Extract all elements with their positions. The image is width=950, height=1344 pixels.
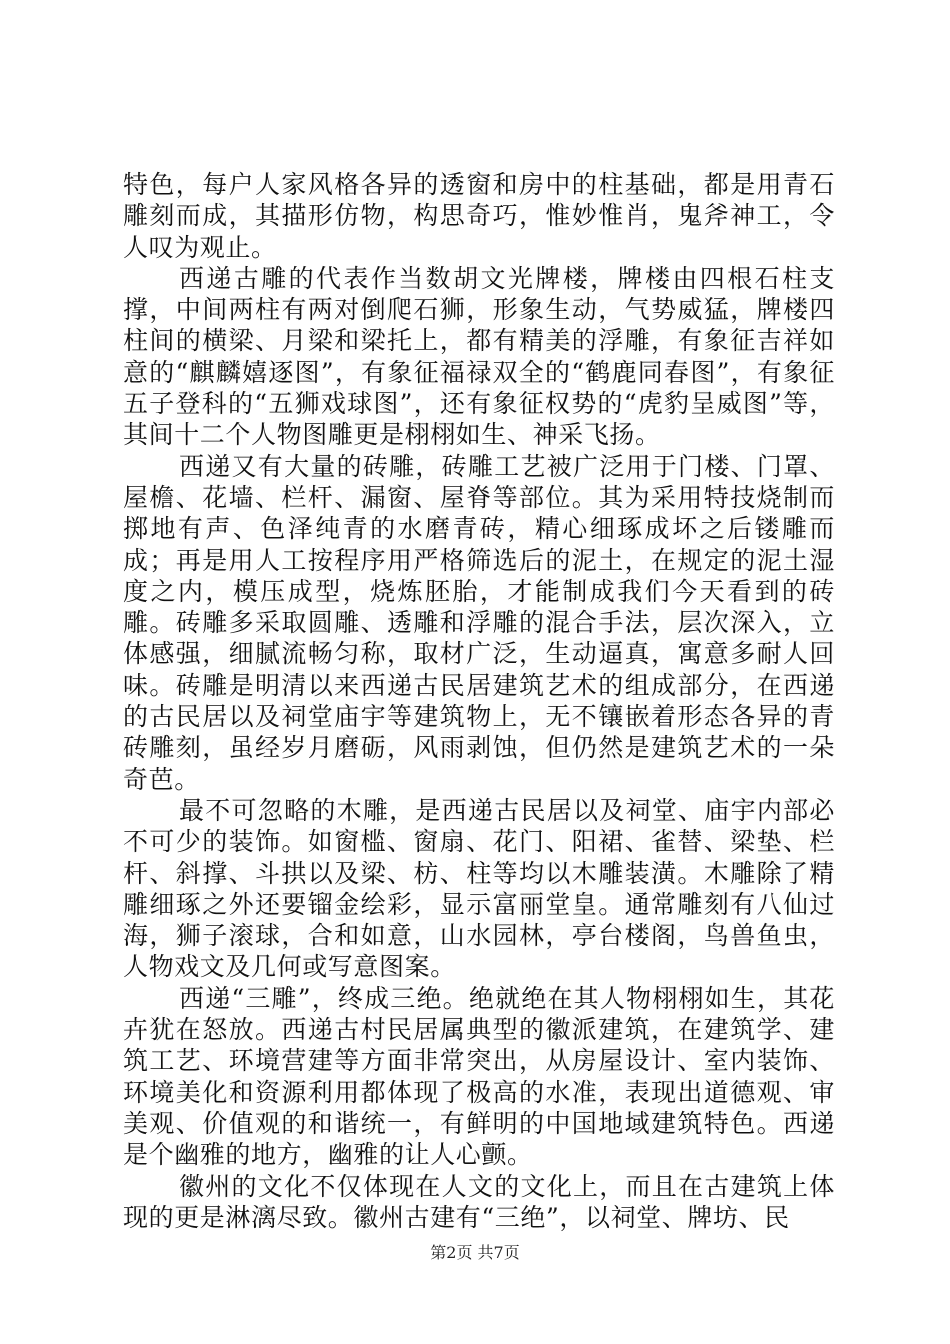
paragraph-wood-carving: 最不可忽略的木雕，是西递古民居以及祠堂、庙宇内部必不可少的装饰。如窗槛、窗扇、花门、阳裙、雀替、梁垫、栏杆、斜撑、斗拱以及梁、枋、柱等均以木雕装潢。木雕除了精雕细琢之外还要镏金绘彩，显示富丽堂皇。通常雕刻有八仙过海，狮子滚球，合和如意，山水园林，亭台楼阁，鸟兽鱼虫，人物戏文及几何或写意图案。 (123, 795, 835, 982)
paragraph-huizhou-culture: 徽州的文化不仅体现在人文的文化上，而且在古建筑上体现的更是淋漓尽致。徽州古建有“三绝”，以祠堂、牌坊、民 (123, 1171, 835, 1232)
paragraph-stone-carving: 西递古雕的代表作当数胡文光牌楼，牌楼由四根石柱支撑，中间两柱有两对倒爬石狮，形象生动，气势威猛，牌楼四柱间的横梁、月梁和梁托上，都有精美的浮雕，有象征吉祥如意的“麒麟嬉逐图”，有象征福禄双全的“鹤鹿同春图”，有象征五子登科的“五狮戏球图”，还有象征权势的“虎豹呈威图”等，其间十二个人物图雕更是栩栩如生、神采飞扬。 (123, 263, 835, 450)
paragraph-continued: 特色，每户人家风格各异的透窗和房中的柱基础，都是用青石雕刻而成，其描形仿物，构思奇巧，惟妙惟肖，鬼斧神工，令人叹为观止。 (123, 170, 835, 262)
document-body (123, 169, 835, 1233)
paragraph-three-carvings: 西递“三雕”，终成三绝。绝就绝在其人物栩栩如生，其花卉犹在怒放。西递古村民居属典型的徽派建筑，在建筑学、建筑工艺、环境营建等方面非常突出，从房屋设计、室内装饰、环境美化和资源利用都体现了极高的水准，表现出道德观、审美观、价值观的和谐统一，有鲜明的中国地域建筑特色。西递是个幽雅的地方，幽雅的让人心颤。 (123, 983, 835, 1170)
page-number-footer: 第2页 共7页 (430, 1243, 520, 1262)
paragraph-brick-carving: 西递又有大量的砖雕，砖雕工艺被广泛用于门楼、门罩、屋檐、花墙、栏杆、漏窗、屋脊等部位。其为采用特技烧制而掷地有声、色泽纯青的水磨青砖，精心细琢成坏之后镂雕而成；再是用人工按程序用严格筛选后的泥土，在规定的泥土湿度之内，模压成型，烧炼胚胎，才能制成我们今天看到的砖雕。砖雕多采取圆雕、透雕和浮雕的混合手法，层次深入，立体感强，细腻流畅匀称，取材广泛，生动逼真，寓意多耐人回味。砖雕是明清以来西递古民居建筑艺术的组成部分，在西递的古民居以及祠堂庙宇等建筑物上，无不镶嵌着形态各异的青砖雕刻，虽经岁月磨砺，风雨剥蚀，但仍然是建筑艺术的一朵奇芭。 (123, 451, 835, 794)
